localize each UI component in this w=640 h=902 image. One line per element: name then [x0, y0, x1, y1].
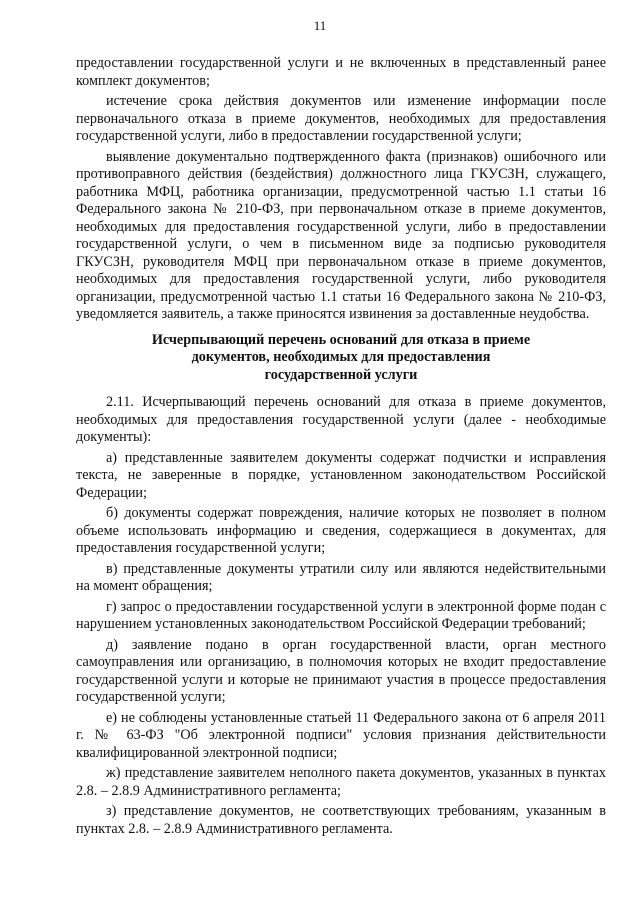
section-heading-line-3: государственной услуги	[264, 366, 418, 383]
list-item-z: з) представление документов, не соответствующих требованиям, указанным в пунктах 2.8. – 2.8.9 Административного регламента.	[76, 803, 606, 837]
page-number: 11	[313, 18, 327, 33]
list-item-zh: ж) представление заявителем неполного пакета документов, указанных в пунктах 2.8. – 2.8.9 Административного регламента;	[76, 765, 606, 799]
section-heading	[76, 332, 606, 385]
paragraph-2-11: 2.11. Исчерпывающий перечень оснований для отказа в приеме документов, необходимых для предоставления государственной услуги (далее - необходимые документы):	[76, 394, 606, 445]
paragraph-error-fact: выявление документально подтвержденного факта (признаков) ошибочного или противоправного действия (бездействия) должностного лица ГКУСЗН, служащего, работника МФЦ, работника организации, предусмотренной частью 1.1 статьи 16 Федерального закона № 210-ФЗ, при первоначальном отказе в приеме документов, необходимых для предоставления государственной услуги, либо в предоставлении государственной услуги, о чем в письменном виде за подписью руководителя ГКУСЗН, руководителя МФЦ при первоначальном отказе в приеме документов, необходимых для предоставления государственной услуги, либо руководителя организации, предусмотренной частью 1.1 статьи 16 Федерального закона № 210-ФЗ, уведомляется заявитель, а также приносятся извинения за доставленные неудобства.	[76, 148, 606, 322]
list-item-e: е) не соблюдены установленные статьей 11 Федерального закона от 6 апреля 2011 г. № 63-ФЗ "Об электронной подписи" условия признания действительности квалифицированной электронной подписи;	[76, 709, 606, 761]
section-heading-line-2: документов, необходимых для предоставления	[191, 349, 491, 365]
document-body	[76, 55, 606, 838]
paragraph-expiry: истечение срока действия документов или изменение информации после первоначального отказа в приеме документов, необходимых для предоставления государственной услуги, либо в предоставлении государственной услуги;	[76, 93, 606, 144]
paragraph-continuation: предоставлении государственной услуги и не включенных в представленный ранее комплект документов;	[76, 55, 606, 89]
list-item-b: б) документы содержат повреждения, наличие которых не позволяет в полном объеме использовать информацию и сведения, содержащиеся в документах, для предоставления государственной услуги;	[76, 505, 606, 556]
section-heading-line-1: Исчерпывающий перечень оснований для отказа в приеме	[151, 331, 531, 348]
list-item-a: а) представленные заявителем документы содержат подчистки и исправления текста, не заверенные в порядке, установленном законодательством Российской Федерации;	[76, 449, 606, 501]
list-item-d: д) заявление подано в орган государственной власти, орган местного самоуправления или организацию, в полномочия которых не входит предоставление государственной услуги и которые не принимают участия в процессе предоставления государственной услуги;	[76, 636, 606, 705]
list-item-g: г) запрос о предоставлении государственной услуги в электронной форме подан с нарушением установленных законодательством Российской Федерации требований;	[76, 598, 606, 632]
list-item-v: в) представленные документы утратили силу или являются недействительными на момент обращения;	[76, 560, 606, 594]
